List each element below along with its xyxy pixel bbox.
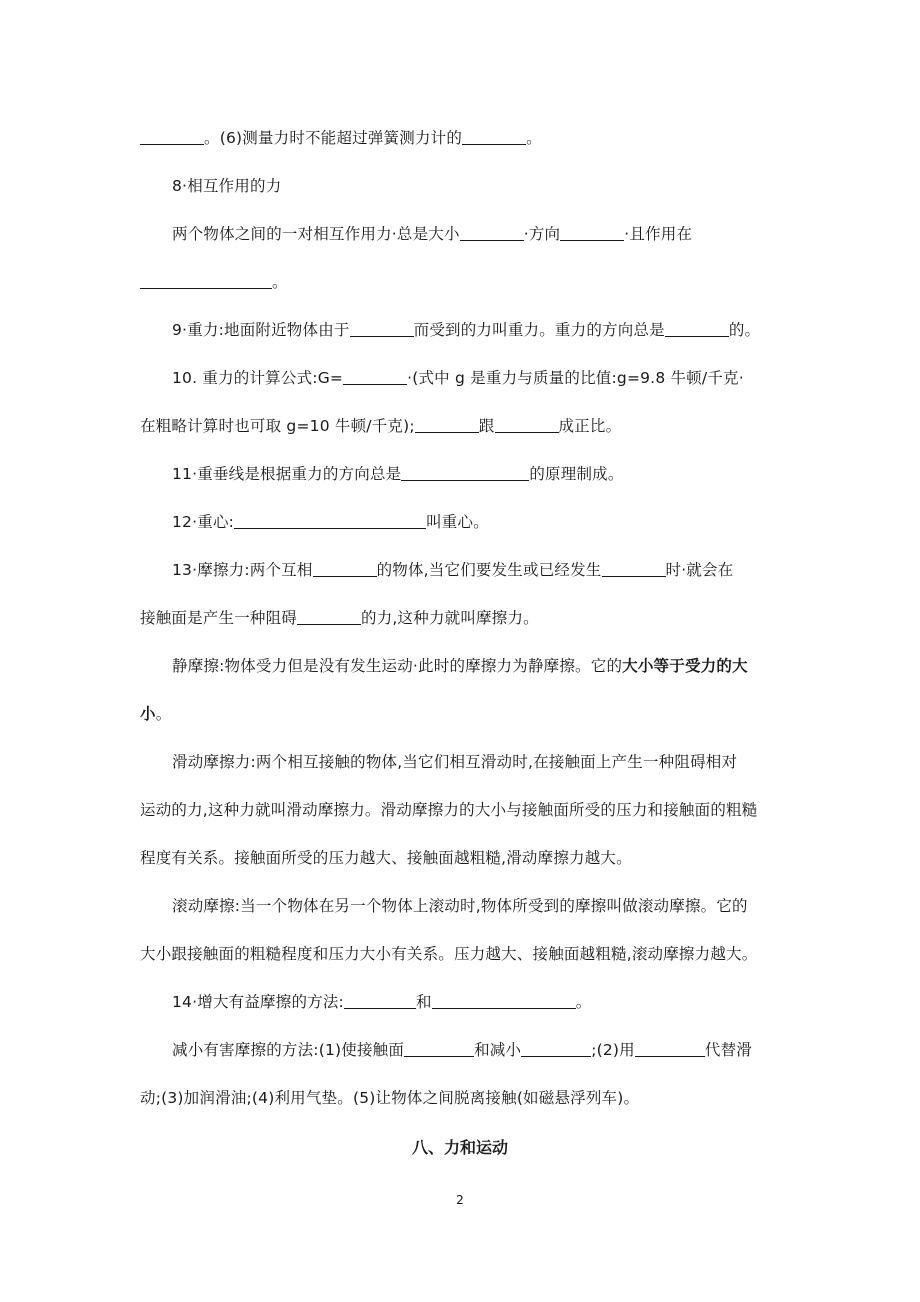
text-line: 14·增大有益摩擦的方法: 和 。 <box>172 993 592 1011</box>
text-line: 12·重心: 叫重心。 <box>172 513 489 531</box>
fill-blank <box>635 1040 705 1057</box>
section-heading: 八、力和运动 <box>411 1138 508 1157</box>
fill-blank <box>140 128 204 145</box>
text-line: 减小有害摩擦的方法:(1)使接触面 和减小 ;(2)用 代替滑 <box>172 1041 752 1059</box>
text-line: 程度有关系。接触面所受的压力越大、接触面越粗糙,滑动摩擦力越大。 <box>140 849 632 867</box>
fill-blank <box>521 1040 591 1057</box>
fill-blank <box>462 128 526 145</box>
text-line: 滑动摩擦力:两个相互接触的物体,当它们相互滑动时,在接触面上产生一种阻碍相对 <box>172 753 738 771</box>
page-number: 2 <box>456 1193 464 1207</box>
fill-blank <box>560 224 624 241</box>
text-line: 在粗略计算时也可取 g=10 牛顿/千克); 跟 成正比。 <box>140 417 622 435</box>
text-line: 动;(3)加润滑油;(4)利用气垫。(5)让物体之间脱离接触(如磁悬浮列车)。 <box>140 1089 640 1107</box>
fill-blank <box>495 416 559 433</box>
text-line: 。 <box>140 270 780 294</box>
text-line: 8·相互作用的力 <box>172 177 282 195</box>
fill-blank <box>343 368 407 385</box>
fill-blank <box>313 560 377 577</box>
fill-blank <box>350 320 414 337</box>
fill-blank <box>432 992 576 1009</box>
text-line: 滚动摩擦:当一个物体在另一个物体上滚动时,物体所受到的摩擦叫做滚动摩擦。它的 <box>172 897 748 915</box>
fill-blank <box>234 512 426 529</box>
text-line: 大小跟接触面的粗糙程度和压力大小有关系。压力越大、接触面越粗糙,滚动摩擦力越大。 <box>140 945 758 963</box>
text-line: 静摩擦:物体受力但是没有发生运动·此时的摩擦力为静摩擦。它的大小等于受力的大 <box>172 657 748 675</box>
text-line: 运动的力,这种力就叫滑动摩擦力。滑动摩擦力的大小与接触面所受的压力和接触面的粗糙 <box>140 801 758 819</box>
text-line: 11·重垂线是根据重力的方向总是 的原理制成。 <box>172 465 624 483</box>
text-line: 13·摩擦力:两个互相 的物体,当它们要发生或已经发生 时·就会在 <box>172 561 734 579</box>
text-line: 9·重力:地面附近物体由于 而受到的力叫重力。重力的方向总是 的。 <box>172 321 761 339</box>
fill-blank <box>401 464 529 481</box>
text-line: 小。 <box>140 705 172 723</box>
text-line: 10. 重力的计算公式:G= ·(式中 g 是重力与质量的比值:g=9.8 牛顿/千克· <box>172 369 744 387</box>
text-line: 。(6)测量力时不能超过弹簧测力计的 。 <box>140 126 780 150</box>
fill-blank <box>297 608 361 625</box>
fill-blank <box>415 416 479 433</box>
fill-blank <box>460 224 524 241</box>
fill-blank <box>404 1040 474 1057</box>
fill-blank <box>602 560 666 577</box>
text-line: 接触面是产生一种阻碍 的力,这种力就叫摩擦力。 <box>140 609 539 627</box>
fill-blank <box>344 992 416 1009</box>
fill-blank <box>140 272 272 289</box>
fill-blank <box>665 320 729 337</box>
text-line: 两个物体之间的一对相互作用力·总是大小 ·方向 ·且作用在 <box>172 225 693 243</box>
